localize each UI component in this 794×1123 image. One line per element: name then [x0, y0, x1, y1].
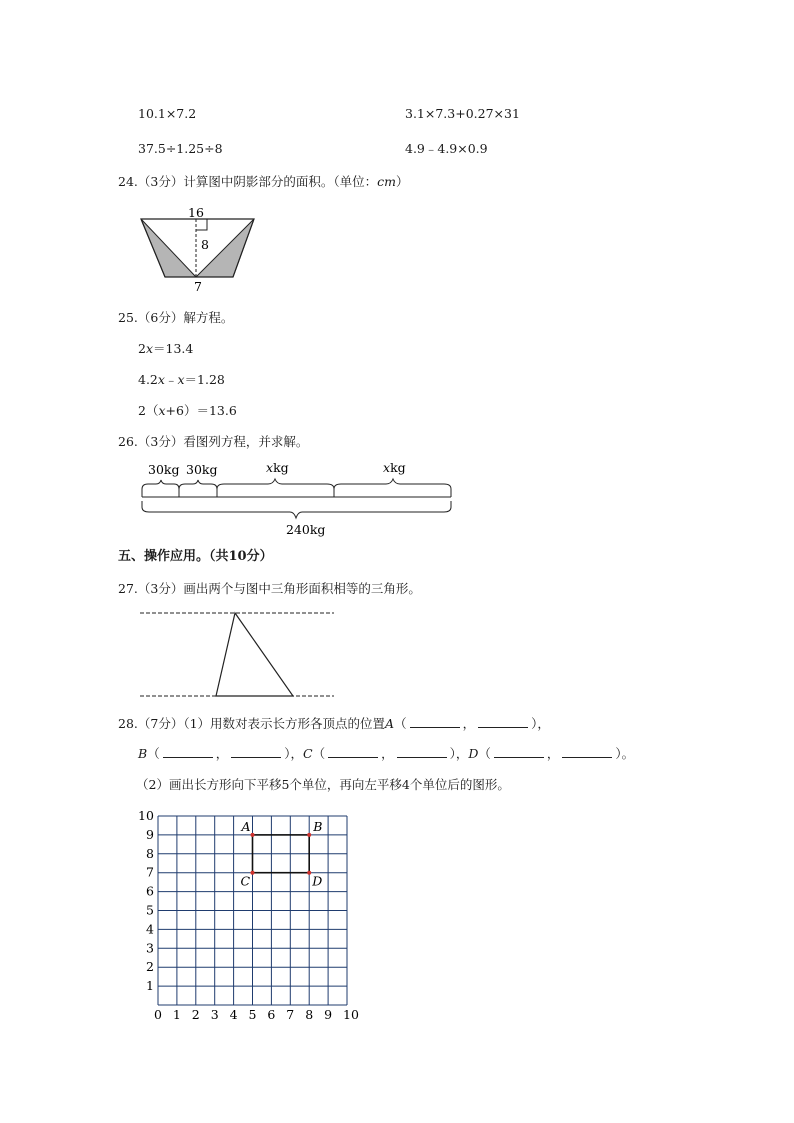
vertex-a-point — [251, 833, 255, 837]
x-tick-label: 5 — [248, 1007, 257, 1022]
vertex-a-name: A — [385, 716, 395, 731]
label-8: 8 — [201, 237, 209, 252]
y-tick-label: 10 — [138, 808, 154, 823]
vertex-d-point — [307, 871, 311, 875]
vertex-c-point — [251, 871, 255, 875]
question-28-line2: B（ ， ），C（ ， ），D（ ， ）。 — [138, 746, 635, 761]
vertex-c-name: C — [302, 746, 313, 761]
calc-expr-3: 37.5÷1.25÷8 — [138, 141, 223, 156]
vertex-d-label: D — [312, 873, 323, 889]
eq2-coef: 4.2 — [138, 372, 158, 387]
x-tick-label: 9 — [324, 1007, 333, 1022]
y-tick-label: 8 — [146, 845, 154, 861]
eq2-rhs: ＝1.28 — [184, 372, 225, 387]
y-tick-label: 3 — [146, 940, 154, 956]
section-5-title: 五、操作应用。（共10分） — [118, 549, 273, 564]
y-tick-label: 7 — [146, 864, 154, 880]
vertex-b-point — [307, 833, 311, 837]
eq2-var2: x — [177, 372, 185, 387]
x-tick-label: 10 — [343, 1007, 359, 1022]
question-27: 27.（3分）画出两个与图中三角形面积相等的三角形。 — [118, 581, 421, 596]
vertex-b-name: B — [138, 746, 148, 761]
y-tick-label: 6 — [146, 883, 154, 899]
y-tick-label: 4 — [146, 921, 154, 937]
x-tick-label: 7 — [286, 1007, 295, 1022]
x-tick-label: 6 — [267, 1007, 276, 1022]
seg1-label: 30kg — [148, 462, 180, 477]
x-tick-label: 4 — [229, 1007, 238, 1022]
y-tick-label: 5 — [146, 902, 154, 918]
total-label: 240kg — [286, 522, 326, 537]
eq3-var: x — [158, 403, 166, 418]
vertex-b-label: B — [313, 818, 323, 834]
eq3-left: 2（ — [138, 403, 159, 418]
eq2-var1: x — [157, 372, 165, 387]
y-tick-label: 9 — [146, 826, 154, 842]
label-16: 16 — [188, 205, 204, 220]
vertex-a-label: A — [241, 818, 251, 834]
eq1-coef: 2 — [138, 341, 146, 356]
question-28-line1: 28.（7分）（1）用数对表示长方形各顶点的位置A（ ， ）， — [118, 716, 550, 731]
seg3-label: xkg — [266, 460, 289, 475]
question-28-line3: （2）画出长方形向下平移5个单位，再向左平移4个单位后的图形。 — [136, 777, 510, 792]
x-tick-label: 3 — [210, 1007, 219, 1022]
vertex-c-label: C — [240, 873, 251, 889]
x-tick-label: 0 — [154, 1007, 162, 1022]
vertex-d-name: D — [468, 746, 479, 761]
eq3-rhs: +6）＝13.6 — [165, 403, 237, 418]
x-tick-label: 1 — [172, 1007, 181, 1022]
eq1-var: x — [145, 341, 154, 356]
question-24-text: 24.（3分）计算图中阴影部分的面积。（单位： — [118, 174, 378, 189]
question-25: 25.（6分）解方程。 — [118, 310, 234, 325]
question-24-close: ） — [395, 174, 409, 189]
label-7: 7 — [194, 279, 202, 294]
y-tick-label: 2 — [146, 959, 154, 975]
seg4-label: xkg — [383, 460, 406, 475]
calc-expr-2: 3.1×7.3+0.27×31 — [405, 106, 520, 121]
eq1-rhs: ＝13.4 — [153, 341, 194, 356]
eq2-minus: ﹣ — [164, 372, 178, 387]
unit-cm: cm — [377, 174, 396, 189]
question-26: 26.（3分）看图列方程，并求解。 — [118, 434, 309, 449]
seg2-label: 30kg — [186, 462, 218, 477]
calc-expr-4: 4.9﹣4.9×0.9 — [405, 141, 488, 156]
x-tick-label: 2 — [191, 1007, 200, 1022]
y-tick-label: 1 — [146, 978, 154, 994]
x-tick-label: 8 — [305, 1007, 314, 1022]
q28-intro: 28.（7分）（1）用数对表示长方形各顶点的位置 — [118, 716, 386, 731]
calc-expr-1: 10.1×7.2 — [138, 106, 197, 121]
